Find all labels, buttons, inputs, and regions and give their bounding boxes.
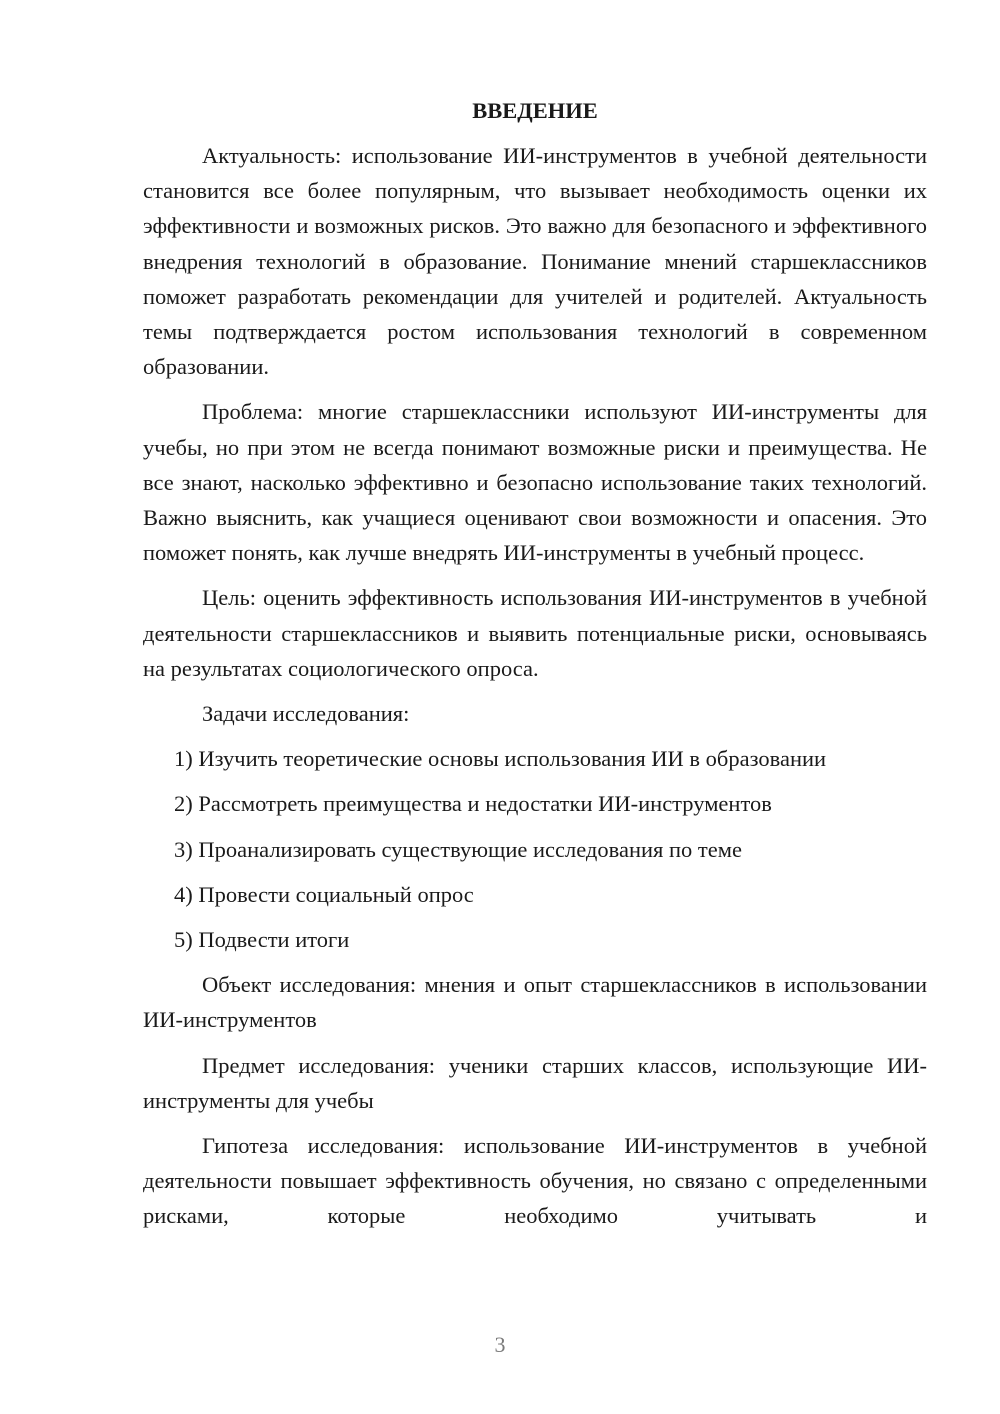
task-item-5: 5) Подвести итоги	[174, 927, 350, 952]
hypothesis-paragraph: Гипотеза исследования: использование ИИ-инструментов в учебной деятельности повышает эффективность обучения, но связано с определенными рисками, которые необходимо учитывать и	[143, 1133, 927, 1229]
object-paragraph: Объект исследования: мнения и опыт старшеклассников в использовании ИИ-инструментов	[143, 972, 927, 1033]
problem-paragraph: Проблема: многие старшеклассники используют ИИ-инструменты для учебы, но при этом не всегда понимают возможные риски и преимущества. Не все знают, насколько эффективно и безопасно использование таких технологий. Важно выяснить, как учащиеся оценивают свои возможности и опасения. Это поможет понять, как лучше внедрять ИИ-инструменты в учебный процесс.	[143, 399, 927, 566]
section-heading: ВВЕДЕНИЕ	[472, 98, 598, 123]
relevance-paragraph: Актуальность: использование ИИ-инструментов в учебной деятельности становится все более популярным, что вызывает необходимость оценки их эффективности и возможных рисков. Это важно для безопасного и эффективного внедрения технологий в образование. Понимание мнений старшеклассников поможет разработать рекомендации для учителей и родителей. Актуальность темы подтверждается ростом использования технологий в современном образовании.	[143, 143, 927, 380]
tasks-title: Задачи исследования:	[202, 701, 410, 727]
goal-paragraph: Цель: оценить эффективность использования ИИ-инструментов в учебной деятельности старшеклассников и выявить потенциальные риски, основываясь на результатах социологического опроса.	[143, 585, 927, 681]
tasks-list	[143, 741, 927, 957]
subject-paragraph: Предмет исследования: ученики старших классов, использующие ИИ-инструменты для учебы	[143, 1052, 927, 1113]
page-content	[143, 93, 927, 1244]
page-number: 3	[494, 1332, 506, 1357]
task-item-4: 4) Провести социальный опрос	[174, 881, 474, 907]
task-item-1: 1) Изучить теоретические основы использования ИИ в образовании	[174, 746, 827, 772]
task-item-2: 2) Рассмотреть преимущества и недостатки ИИ-инструментов	[174, 791, 772, 817]
task-item-3: 3) Проанализировать существующие исследования по теме	[174, 836, 742, 862]
